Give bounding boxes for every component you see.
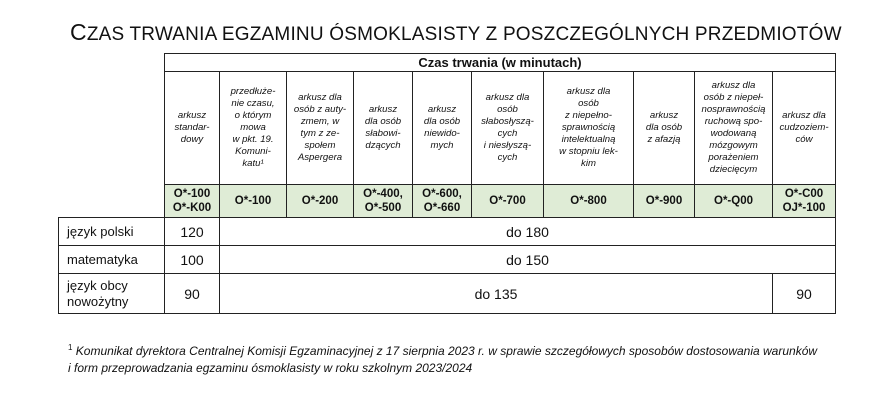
column-code-cerebral-palsy: O*-Q00 [695,185,773,218]
column-code-low-vision: O*-400, O*-500 [354,185,413,218]
title-first-letter: C [70,19,87,45]
standard-time: 120 [165,218,220,246]
column-desc-extension: przedłuże- nie czasu, o którym mowa w pkt. 19. Komuni- katu¹ [220,72,287,185]
footnote [68,339,868,377]
subject-label: język obcy nowożytny [59,274,165,314]
title-rest: ZAS TRWANIA EGZAMINU ÓSMOKLASISTY Z POSZCZEGÓLNYCH PRZEDMIOTÓW [86,24,842,45]
column-desc-intellectual: arkusz dla osób z niepełno- sprawnością intelektualną w stopniu lek- kim [544,72,634,185]
column-desc-cerebral-palsy: arkusz dla osób z niepeł- nosprawnością ruchową spo- wodowaną mózgowym porażeniem dziecięcym [695,72,773,185]
extended-time: do 150 [220,246,836,274]
column-desc-blind: arkusz dla osób niewido- mych [413,72,472,185]
corner-cell [59,54,165,72]
column-code-blind: O*-600, O*-660 [413,185,472,218]
exam-duration-table [58,53,836,314]
footnote-line-2: i form przeprowadzania egzaminu ósmoklasisty w roku szkolnym 2023/2024 [68,361,473,375]
standard-time: 90 [165,274,220,314]
column-desc-low-vision: arkusz dla osób słabowi- dzących [354,72,413,185]
extended-time: do 180 [220,218,836,246]
column-desc-foreigners: arkusz dla cudzoziem- ców [773,72,836,185]
corner-cell [59,185,165,218]
subject-label: matematyka [59,246,165,274]
footnote-marker: 1 [68,343,73,352]
subject-label: język polski [59,218,165,246]
column-code-autism: O*-200 [287,185,354,218]
page-title [70,19,842,46]
column-code-hearing: O*-700 [472,185,544,218]
group-header: Czas trwania (w minutach) [165,54,836,72]
extended-time: do 135 [220,274,773,314]
column-desc-autism: arkusz dla osób z auty- zmem, w tym z ze- społem Aspergera [287,72,354,185]
table-row [59,274,836,314]
column-desc-aphasia: arkusz dla osób z afazją [634,72,695,185]
column-desc-standard: arkusz standar- dowy [165,72,220,185]
column-code-intellectual: O*-800 [544,185,634,218]
standard-time: 100 [165,246,220,274]
column-code-extension: O*-100 [220,185,287,218]
corner-cell [59,72,165,185]
column-code-standard: O*-100 O*-K00 [165,185,220,218]
foreign-time: 90 [773,274,836,314]
table-row [59,246,836,274]
column-code-foreigners: O*-C00 OJ*-100 [773,185,836,218]
footnote-line-1: Komunikat dyrektora Centralnej Komisji Egzaminacyjnej z 17 sierpnia 2023 r. w sprawie szczegółowych sposobów dostosowania warunków [75,344,818,358]
column-desc-hearing: arkusz dla osób słabosłyszą- cych i niesłyszą- cych [472,72,544,185]
column-code-aphasia: O*-900 [634,185,695,218]
table-row [59,218,836,246]
